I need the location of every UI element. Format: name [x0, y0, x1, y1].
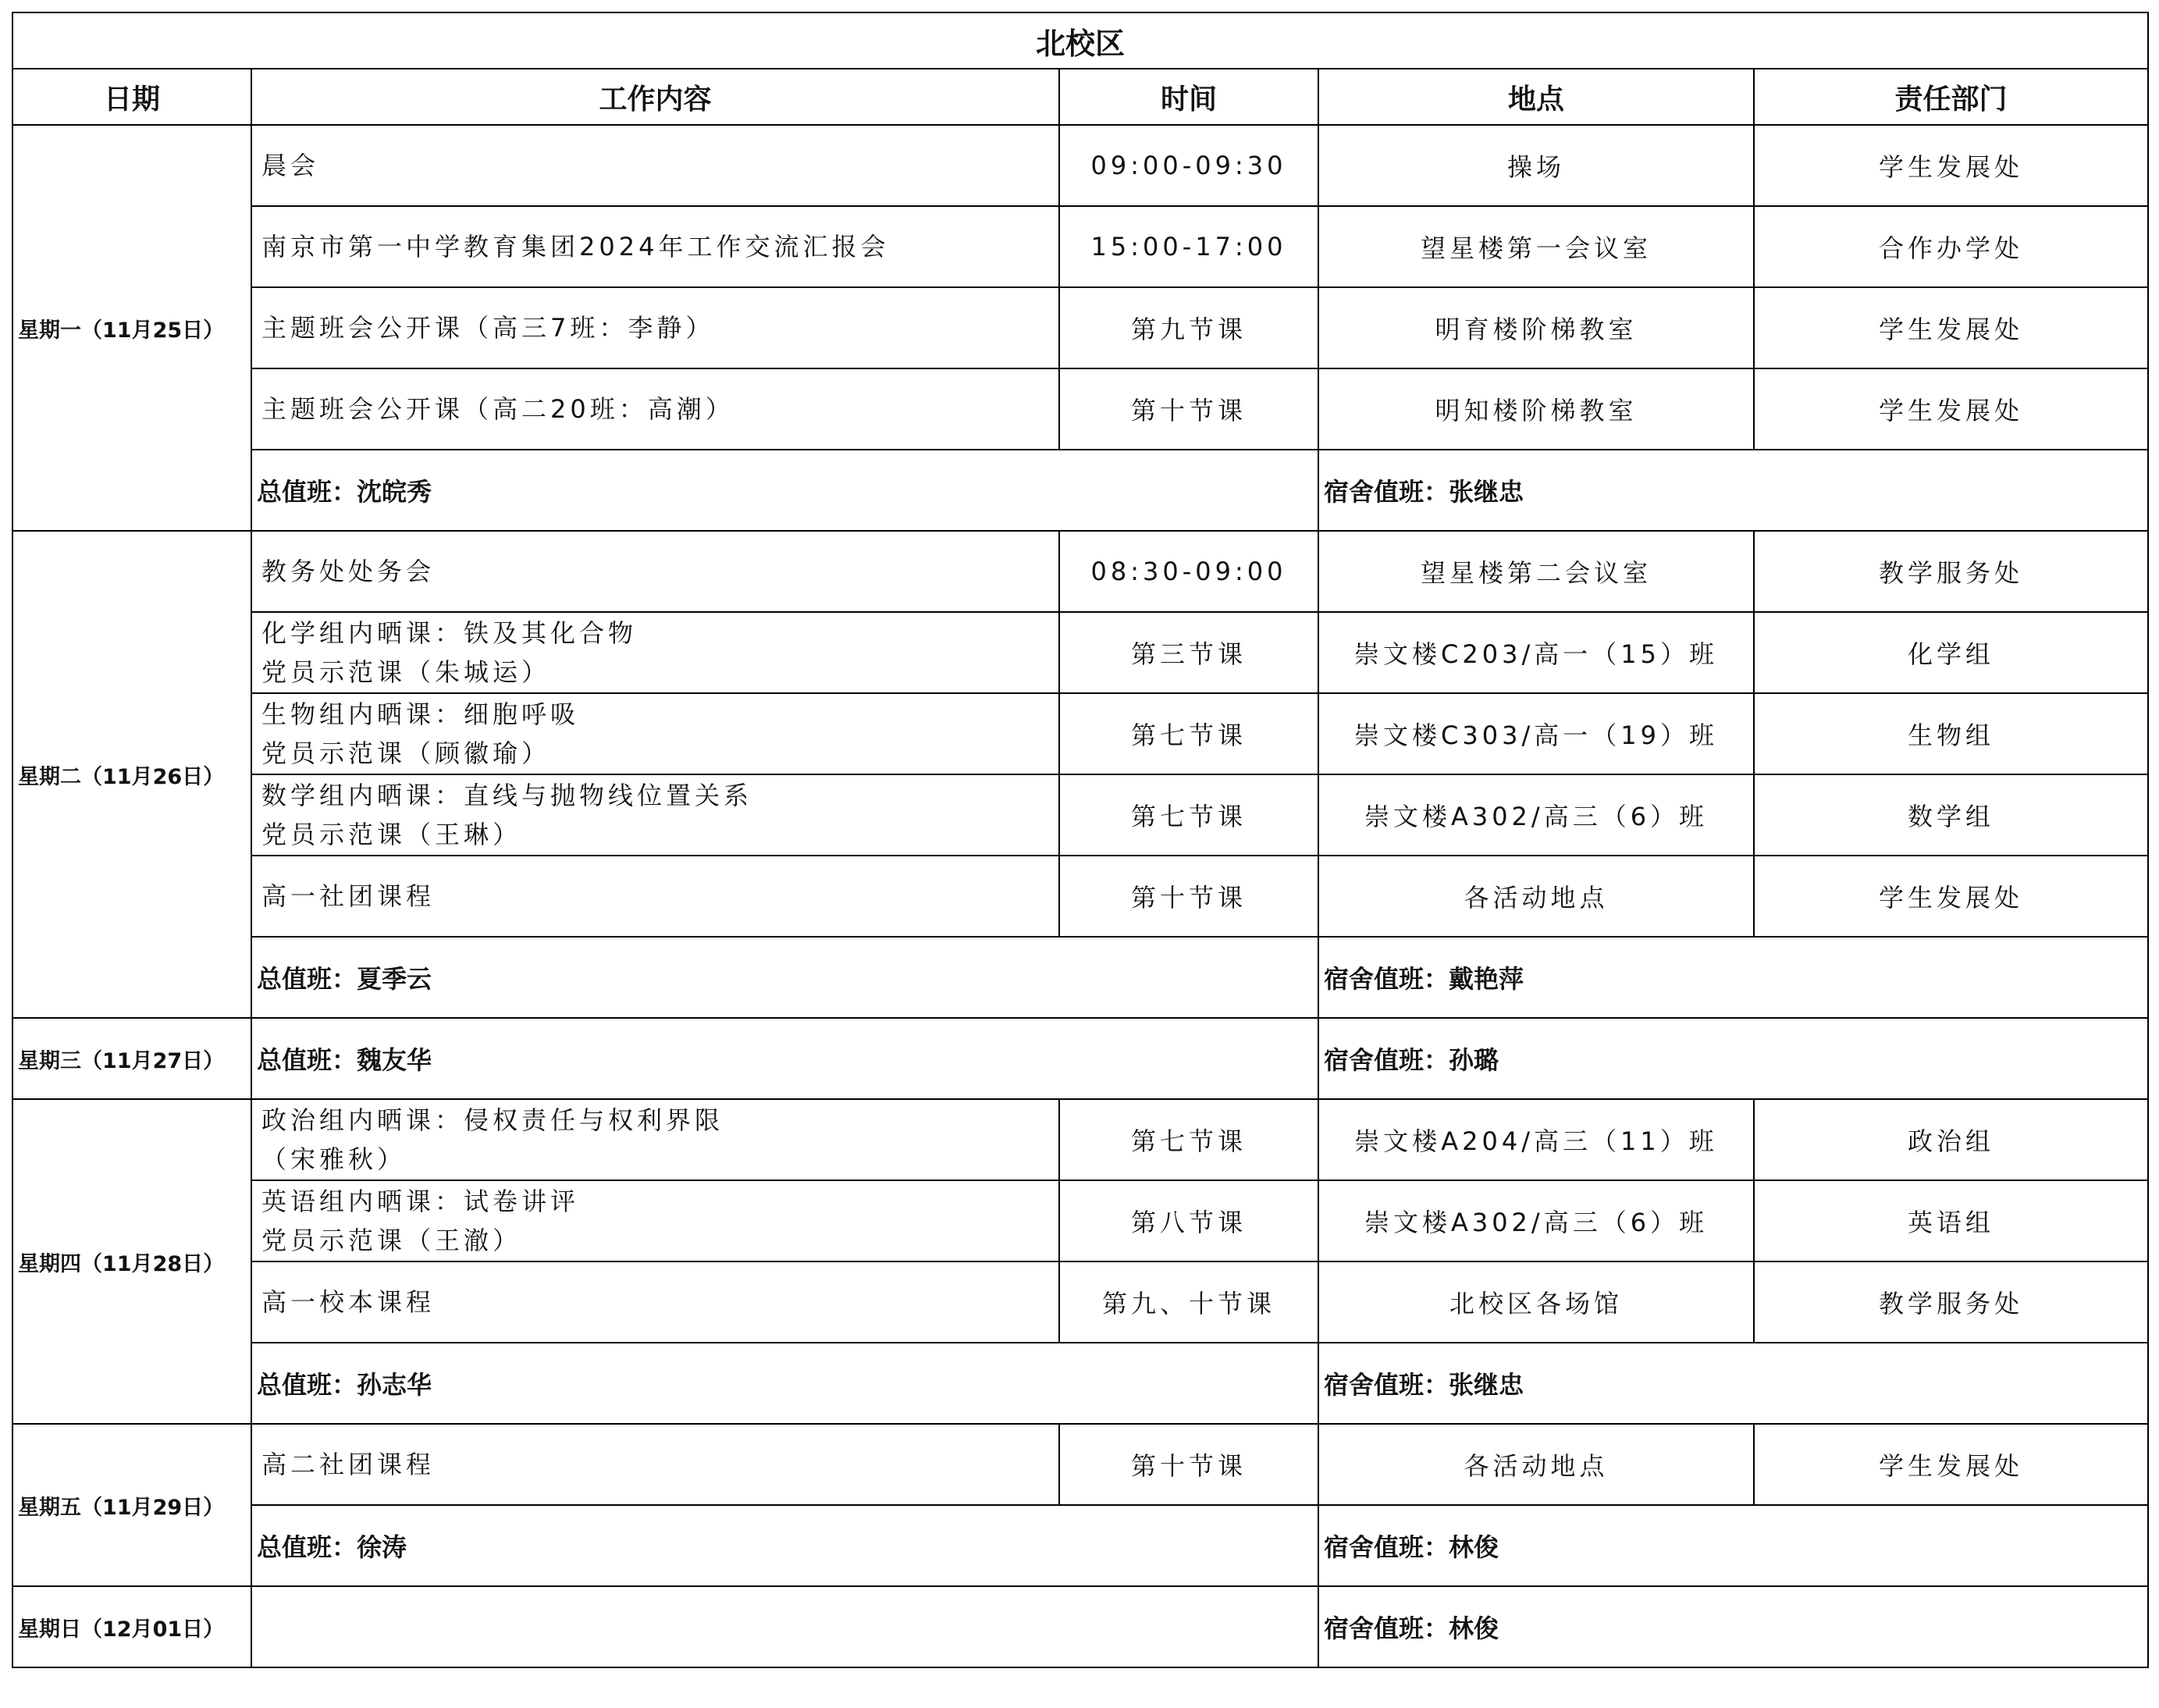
header-place: 地点: [1318, 69, 1754, 125]
duty-row: [12, 450, 2148, 531]
content-line: 南京市第一中学教育集团2024年工作交流汇报会: [261, 232, 890, 262]
content-cell: [251, 368, 1059, 450]
table-row: [12, 1099, 2148, 1180]
place-cell: 望星楼第一会议室: [1318, 206, 1754, 287]
dept-cell: 教学服务处: [1754, 531, 2148, 612]
date-cell: 星期一（11月25日）: [12, 125, 251, 531]
table-row: [12, 368, 2148, 450]
dept-cell: 学生发展处: [1754, 287, 2148, 368]
place-cell: 崇文楼A204/高三（11）班: [1318, 1099, 1754, 1180]
content-line: 生物组内晒课：细胞呼吸: [261, 699, 580, 729]
header-dept: 责任部门: [1754, 69, 2148, 125]
dept-cell: 政治组: [1754, 1099, 2148, 1180]
table-row: [12, 1180, 2148, 1261]
place-cell: 北校区各场馆: [1318, 1261, 1754, 1343]
content-cell: [251, 693, 1059, 774]
duty-cell: 总值班：夏季云: [251, 937, 1318, 1018]
header-time: 时间: [1059, 69, 1318, 125]
duty-row: [12, 1343, 2148, 1424]
content-cell: [251, 856, 1059, 937]
header-content: 工作内容: [251, 69, 1059, 125]
time-cell: 第十节课: [1059, 368, 1318, 450]
content-cell: [251, 287, 1059, 368]
dorm-duty-cell: 宿舍值班：张继忠: [1318, 1343, 2148, 1424]
duty-row: [12, 937, 2148, 1018]
header-date: 日期: [12, 69, 251, 125]
dept-cell: 教学服务处: [1754, 1261, 2148, 1343]
place-cell: 各活动地点: [1318, 856, 1754, 937]
content-line: 党员示范课（王琳）: [261, 820, 522, 849]
time-cell: 第三节课: [1059, 612, 1318, 693]
duty-cell: [251, 1586, 1318, 1667]
duty-row: [12, 1505, 2148, 1586]
date-cell: 星期二（11月26日）: [12, 531, 251, 1018]
content-line: 主题班会公开课（高二20班：高潮）: [261, 394, 734, 424]
place-cell: 操场: [1318, 125, 1754, 206]
duty-row: [12, 1586, 2148, 1667]
place-cell: 崇文楼A302/高三（6）班: [1318, 1180, 1754, 1261]
content-cell: [251, 206, 1059, 287]
place-cell: 明育楼阶梯教室: [1318, 287, 1754, 368]
content-cell: [251, 125, 1059, 206]
content-line: 教务处处务会: [261, 557, 436, 586]
dept-cell: 学生发展处: [1754, 368, 2148, 450]
dorm-duty-cell: 宿舍值班：戴艳萍: [1318, 937, 2148, 1018]
dept-cell: 合作办学处: [1754, 206, 2148, 287]
place-cell: 崇文楼C303/高一（19）班: [1318, 693, 1754, 774]
content-line: 主题班会公开课（高三7班：李静）: [261, 313, 715, 343]
date-cell: 星期五（11月29日）: [12, 1424, 251, 1586]
dorm-duty-cell: 宿舍值班：林俊: [1318, 1586, 2148, 1667]
dorm-duty-cell: 宿舍值班：张继忠: [1318, 450, 2148, 531]
date-cell: 星期日（12月01日）: [12, 1586, 251, 1667]
table-row: [12, 531, 2148, 612]
table-row: [12, 693, 2148, 774]
duty-row: [12, 1018, 2148, 1099]
content-cell: [251, 1180, 1059, 1261]
schedule-table: [12, 12, 2149, 1668]
duty-cell: 总值班：魏友华: [251, 1018, 1318, 1099]
place-cell: 崇文楼A302/高三（6）班: [1318, 774, 1754, 856]
table-row: [12, 1261, 2148, 1343]
table-title: 北校区: [12, 12, 2148, 69]
time-cell: 第七节课: [1059, 1099, 1318, 1180]
time-cell: 第九、十节课: [1059, 1261, 1318, 1343]
time-cell: 09:00-09:30: [1059, 125, 1318, 206]
dept-cell: 数学组: [1754, 774, 2148, 856]
dorm-duty-cell: 宿舍值班：孙璐: [1318, 1018, 2148, 1099]
content-cell: [251, 531, 1059, 612]
content-line: 英语组内晒课：试卷讲评: [261, 1187, 580, 1216]
time-cell: 第九节课: [1059, 287, 1318, 368]
time-cell: 第八节课: [1059, 1180, 1318, 1261]
content-cell: [251, 612, 1059, 693]
dept-cell: 学生发展处: [1754, 856, 2148, 937]
duty-cell: 总值班：沈皖秀: [251, 450, 1318, 531]
content-cell: [251, 1099, 1059, 1180]
content-line: 晨会: [261, 151, 320, 180]
date-cell: 星期三（11月27日）: [12, 1018, 251, 1099]
content-line: 党员示范课（王澈）: [261, 1226, 522, 1255]
time-cell: 第七节课: [1059, 774, 1318, 856]
table-row: [12, 612, 2148, 693]
dept-cell: 学生发展处: [1754, 1424, 2148, 1505]
table-row: [12, 856, 2148, 937]
content-line: 化学组内晒课：铁及其化合物: [261, 618, 638, 648]
time-cell: 第七节课: [1059, 693, 1318, 774]
dept-cell: 英语组: [1754, 1180, 2148, 1261]
content-cell: [251, 1424, 1059, 1505]
place-cell: 望星楼第二会议室: [1318, 531, 1754, 612]
time-cell: 第十节课: [1059, 856, 1318, 937]
content-line: 高一校本课程: [261, 1287, 436, 1317]
duty-cell: 总值班：徐涛: [251, 1505, 1318, 1586]
table-row: [12, 125, 2148, 206]
dept-cell: 化学组: [1754, 612, 2148, 693]
dept-cell: 学生发展处: [1754, 125, 2148, 206]
time-cell: 15:00-17:00: [1059, 206, 1318, 287]
time-cell: 08:30-09:00: [1059, 531, 1318, 612]
table-row: [12, 1424, 2148, 1505]
table-row: [12, 287, 2148, 368]
content-line: 党员示范课（朱城运）: [261, 657, 551, 687]
content-line: 高一社团课程: [261, 881, 436, 911]
duty-cell: 总值班：孙志华: [251, 1343, 1318, 1424]
content-line: 数学组内晒课：直线与抛物线位置关系: [261, 781, 753, 810]
table-row: [12, 206, 2148, 287]
content-cell: [251, 1261, 1059, 1343]
content-line: 高二社团课程: [261, 1450, 436, 1479]
place-cell: 崇文楼C203/高一（15）班: [1318, 612, 1754, 693]
content-line: 党员示范课（顾徽瑜）: [261, 738, 551, 768]
place-cell: 明知楼阶梯教室: [1318, 368, 1754, 450]
content-line: 政治组内晒课：侵权责任与权利界限: [261, 1105, 724, 1135]
date-cell: 星期四（11月28日）: [12, 1099, 251, 1424]
place-cell: 各活动地点: [1318, 1424, 1754, 1505]
dorm-duty-cell: 宿舍值班：林俊: [1318, 1505, 2148, 1586]
table-row: [12, 774, 2148, 856]
dept-cell: 生物组: [1754, 693, 2148, 774]
content-cell: [251, 774, 1059, 856]
content-line: （宋雅秋）: [261, 1144, 407, 1174]
time-cell: 第十节课: [1059, 1424, 1318, 1505]
